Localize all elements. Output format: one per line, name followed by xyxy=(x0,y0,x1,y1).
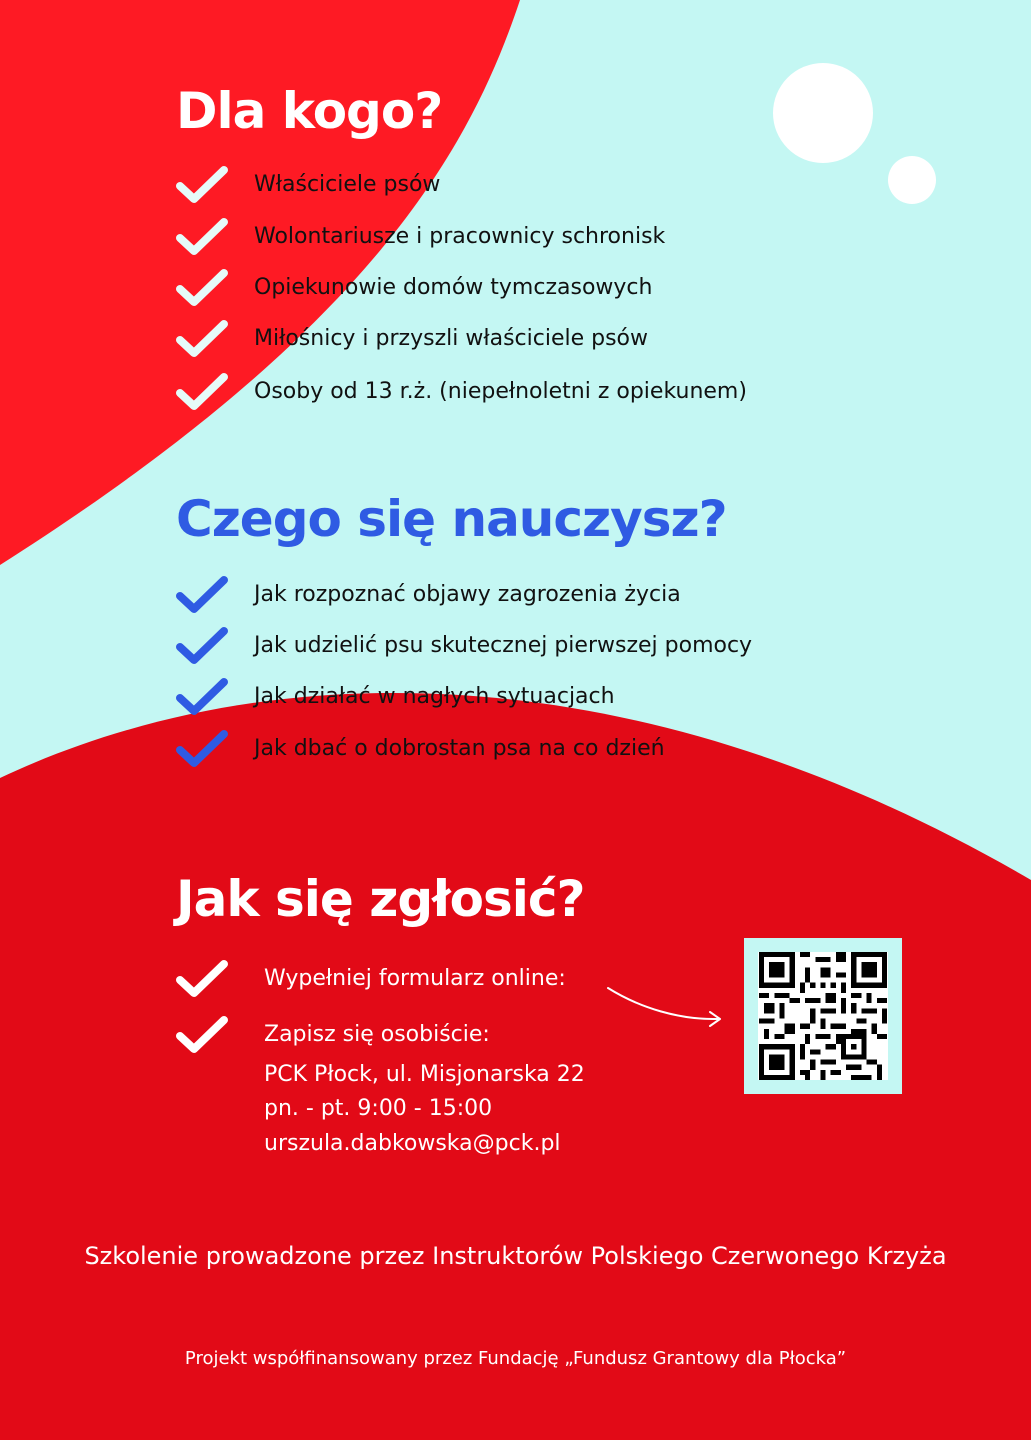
section-title-who: Dla kogo? xyxy=(176,82,443,140)
check-icon xyxy=(176,728,230,772)
list-item-text: Miłośnicy i przyszli właściciele psów xyxy=(254,326,649,351)
address-text: PCK Płock, ul. Misjonarska 22 xyxy=(264,1062,585,1087)
check-icon xyxy=(176,574,230,618)
list-item-text: Osoby od 13 r.ż. (niepełnoletni z opiekunem) xyxy=(254,379,747,404)
check-icon xyxy=(176,1014,230,1058)
funding-note: Projekt współfinansowany przez Fundację „Fundusz Grantowy dla Płocka” xyxy=(184,1348,847,1369)
check-icon xyxy=(176,371,230,415)
email-link[interactable]: urszula.dabkowska@pck.pl xyxy=(264,1131,561,1156)
list-item xyxy=(176,371,936,415)
section-title-learn: Czego się nauczysz? xyxy=(176,490,727,548)
list-item xyxy=(176,676,936,720)
list-item-text: Opiekunowie domów tymczasowych xyxy=(254,275,653,300)
check-icon xyxy=(176,164,230,208)
list-item-text: Właściciele psów xyxy=(254,172,441,197)
section-title-join: Jak się zgłosić? xyxy=(176,870,585,928)
check-icon xyxy=(176,216,230,260)
list-item xyxy=(176,728,936,772)
qr-code[interactable] xyxy=(758,952,888,1080)
list-item xyxy=(176,625,936,669)
list-item xyxy=(176,318,936,362)
list-item-text: Wolontariusze i pracownicy schronisk xyxy=(254,224,666,249)
qr-code-frame xyxy=(744,938,902,1094)
check-icon xyxy=(176,267,230,311)
in-person-signup-text: Zapisz się osobiście: xyxy=(264,1022,490,1047)
online-signup-text: Wypełniej formularz online: xyxy=(264,966,566,991)
list-item-text: Jak działać w nagłych sytuacjach xyxy=(254,684,615,709)
list-item xyxy=(176,267,936,311)
hours-text: pn. - pt. 9:00 - 15:00 xyxy=(264,1096,493,1121)
list-item xyxy=(176,164,936,208)
list-item-text: Jak udzielić psu skutecznej pierwszej pomocy xyxy=(254,633,753,658)
check-icon xyxy=(176,958,230,1002)
list-item-text: Jak dbać o dobrostan psa na co dzień xyxy=(254,736,665,761)
list-item xyxy=(176,574,936,618)
check-icon xyxy=(176,625,230,669)
list-item xyxy=(176,216,936,260)
check-icon xyxy=(176,318,230,362)
arrow-right-icon xyxy=(600,976,730,1032)
instructors-note: Szkolenie prowadzone przez Instruktorów Polskiego Czerwonego Krzyża xyxy=(84,1242,947,1270)
list-item-text: Jak rozpoznać objawy zagrozenia życia xyxy=(254,582,681,607)
check-icon xyxy=(176,676,230,720)
